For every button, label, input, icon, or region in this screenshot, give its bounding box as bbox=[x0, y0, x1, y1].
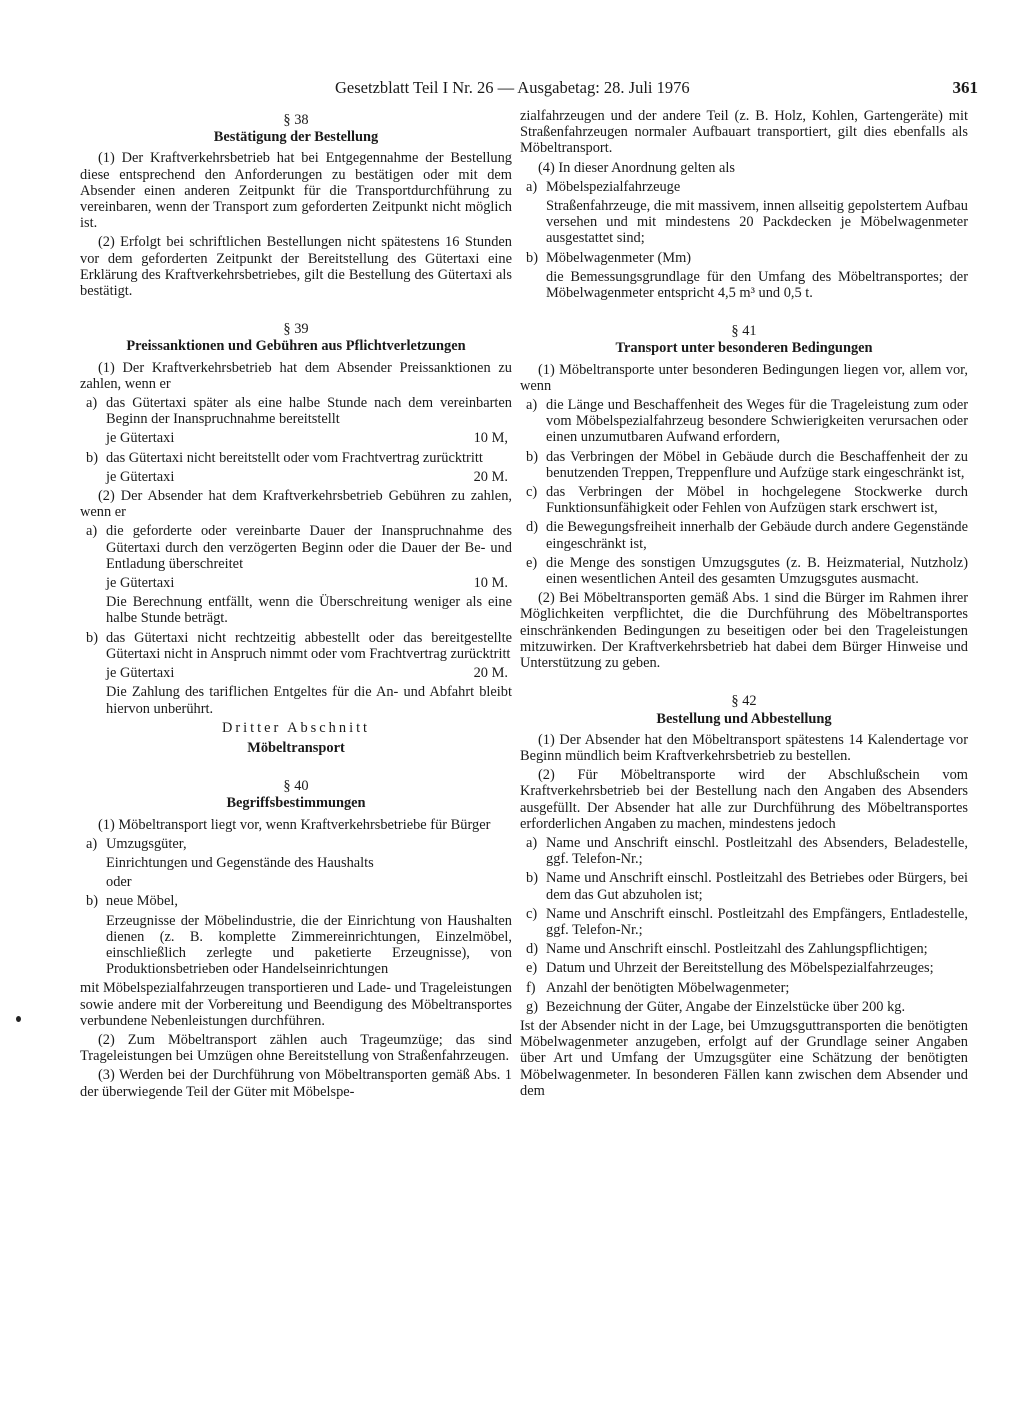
page-number: 361 bbox=[952, 78, 978, 97]
list-item bbox=[520, 397, 968, 446]
list-item bbox=[520, 906, 968, 938]
list-item bbox=[520, 999, 968, 1015]
list-label: a) bbox=[86, 395, 98, 412]
amount-per: je Gütertaxi bbox=[106, 665, 175, 682]
list-item bbox=[80, 395, 512, 427]
list-label: c) bbox=[526, 484, 538, 501]
list-item bbox=[520, 835, 968, 867]
amount-per: je Gütertaxi bbox=[106, 468, 175, 485]
section-41-para-1: (1) Möbeltransporte unter besonderen Bedingungen liegen vor, allem vor, wenn bbox=[520, 361, 968, 394]
list-text: Bezeichnung der Güter, Angabe der Einzelstücke über 200 kg. bbox=[546, 998, 906, 1015]
list-item bbox=[520, 250, 968, 266]
list-note: Die Zahlung des tariflichen Entgeltes für die An- und Abfahrt bleibt hiervon unberührt. bbox=[106, 684, 512, 717]
section-38-number: § 38 bbox=[283, 112, 309, 128]
list-item bbox=[80, 450, 512, 466]
list-subtext: Einrichtungen und Gegenstände des Haushalts bbox=[106, 854, 374, 871]
list-label: a) bbox=[526, 834, 538, 851]
list-label: b) bbox=[526, 448, 538, 465]
section-39-number: § 39 bbox=[283, 321, 309, 338]
section-42-title: Bestellung und Abbestellung bbox=[656, 710, 832, 727]
amount-value: 20 M. bbox=[473, 468, 508, 485]
list-item bbox=[520, 960, 968, 976]
list-text: das Gütertaxi nicht bereitstellt oder vom Frachtvertrag zurücktritt bbox=[106, 449, 483, 466]
amount-per: je Gütertaxi bbox=[106, 575, 175, 592]
section-38-para-1: (1) Der Kraftverkehrsbetrieb hat bei Entgegennahme der Bestellung diese entsprechend den Anforderungen zu bestätigen oder mit dem Absender einen anderen Zeitpunkt für die Transportdurchführung zu vereinbaren, wenn der Transport zum geforderten Zeitpunkt nicht möglich ist. bbox=[80, 150, 512, 232]
header-title: Gesetzblatt Teil I Nr. 26 — Ausgabetag: 28. Juli 1976 bbox=[335, 78, 690, 97]
list-label: a) bbox=[86, 523, 98, 540]
list-text: neue Möbel, bbox=[106, 893, 178, 910]
section-40-para-1-end: mit Möbelspezialfahrzeugen transportieren und Lade- und Trageleistungen sowie andere mit der Vorbereitung und Beendigung des Möbeltransportes verbundene Nebenleistungen durchführen. bbox=[80, 980, 512, 1029]
list-text: Möbelwagenmeter (Mm) bbox=[546, 249, 692, 266]
list-item bbox=[80, 630, 512, 662]
list-label: b) bbox=[86, 629, 98, 646]
section-39-para-2: (2) Der Absender hat dem Kraftverkehrsbetrieb Gebühren zu zahlen, wenn er bbox=[80, 488, 512, 521]
page-header bbox=[80, 78, 980, 102]
list-subtext: die Bemessungsgrundlage für den Umfang des Möbeltransportes; der Möbelwagenmeter entspricht 4,5 m³ und 0,5 t. bbox=[546, 268, 968, 302]
list-label: b) bbox=[526, 870, 538, 887]
list-text: Name und Anschrift einschl. Postleitzahl des Empfängers, Entladestelle, ggf. Telefon-Nr.; bbox=[546, 905, 968, 938]
amount-row bbox=[80, 665, 512, 681]
section-42-para-1: (1) Der Absender hat den Möbeltransport spätestens 14 Kalendertage vor Beginn mündlich beim Kraftverkehrsbetrieb zu bestellen. bbox=[520, 731, 968, 764]
list-text: die Menge des sonstigen Umzugsgutes (z. B. Heizmaterial, Nutzholz) einen wesentlichen Anteil des gesamten Umzugsgutes ausmacht. bbox=[546, 554, 968, 588]
margin-mark bbox=[16, 1016, 21, 1022]
list-label: e) bbox=[526, 960, 538, 977]
list-text: Anzahl der benötigten Möbelwagenmeter; bbox=[546, 979, 790, 996]
list-text: das Verbringen der Möbel in hochgelegene Stockwerke durch Funktionsunfähigkeit oder Fehlen von Aufzügen stark erschwert ist, bbox=[546, 484, 968, 517]
list-label: b) bbox=[86, 449, 98, 466]
list-label: c) bbox=[526, 905, 538, 922]
list-item bbox=[520, 941, 968, 957]
list-label: b) bbox=[526, 249, 538, 266]
chapter-title: Dritter Abschnitt bbox=[221, 719, 371, 736]
section-40-continuation: zialfahrzeugen und der andere Teil (z. B. Holz, Kohlen, Gartengeräte) mit Straßenfahrzeugen normaler Aufbauart transportiert, gilt dies ebenfalls als Möbeltransport. bbox=[520, 108, 968, 157]
amount-per: je Gütertaxi bbox=[106, 430, 175, 447]
list-text: die geforderte oder vereinbarte Dauer der Inanspruchnahme des Gütertaxi durch den verzögerten Beginn oder die Dauer der Be- und Entladung überschreitet bbox=[106, 523, 512, 572]
list-text: die Länge und Beschaffenheit des Weges für die Trageleistung zum oder vom Möbelspezialfahrzeug besondere Schwierigkeiten verursachen oder einen unzumutbaren Aufwand erfordern, bbox=[546, 397, 968, 446]
section-42-closing: Ist der Absender nicht in der Lage, bei Umzugsguttransporten die benötigten Möbelwagenmeter anzugeben, erfolgt auf der Grundlage seiner Angaben über Art und Umfang der Umzugsgüter eine Schätzung der benötigten Möbelwagenmeter. In besonderen Fällen kann zwischen dem Absender und dem bbox=[520, 1017, 968, 1099]
list-text: Möbelspezialfahrzeuge bbox=[546, 178, 681, 195]
section-39-para-1: (1) Der Kraftverkehrsbetrieb hat dem Absender Preissanktionen zu zahlen, wenn er bbox=[80, 359, 512, 392]
section-40-para-2: (2) Zum Möbeltransport zählen auch Trageumzüge; das sind Trageleistungen bei Umzügen ohne Bereitstellung von Straßenfahrzeugen. bbox=[80, 1031, 512, 1065]
list-text: das Gütertaxi nicht rechtzeitig abbestellt oder das bereitgestellte Gütertaxi nicht in Anspruch nimmt oder vom Frachtvertrag zurücktritt bbox=[106, 629, 512, 662]
list-label: b) bbox=[86, 893, 98, 910]
list-label: f) bbox=[526, 979, 536, 996]
list-label: a) bbox=[86, 835, 98, 852]
section-42-para-2: (2) Für Möbeltransporte wird der Abschlußschein vom Kraftverkehrsbetrieb bei der Bestellung nach den Angaben des Absenders ausgefüllt. Der Absender hat alle zur Durchführung des Möbeltransportes erforderlichen Angaben zu machen, mindestens jedoch bbox=[520, 767, 968, 832]
section-40-para-4: (4) In dieser Anordnung gelten als bbox=[538, 159, 736, 176]
list-item bbox=[520, 870, 968, 902]
list-text: Name und Anschrift einschl. Postleitzahl des Betriebes oder Bürgers, bei dem das Gut abzuholen ist; bbox=[546, 870, 968, 903]
list-item bbox=[520, 980, 968, 996]
list-item bbox=[520, 179, 968, 195]
amount-row bbox=[80, 469, 512, 485]
amount-value: 20 M. bbox=[473, 665, 508, 682]
list-text: Name und Anschrift einschl. Postleitzahl des Absenders, Beladestelle, ggf. Telefon-Nr.; bbox=[546, 834, 968, 868]
list-label: g) bbox=[526, 998, 538, 1015]
list-text: das Gütertaxi später als eine halbe Stunde nach dem vereinbarten Beginn der Inanspruchnahme bereitstellt bbox=[106, 395, 512, 428]
list-label: d) bbox=[526, 941, 538, 958]
list-item bbox=[520, 555, 968, 587]
list-subtext: Erzeugnisse der Möbelindustrie, die der Einrichtung von Haushalten dienen (z. B. komplette Zimmereinrichtungen, Einzelmöbel, einschließlich zerlegte und paketierte Erzeugnisse), von Produktionsbetrieben oder Handelseinrichtungen bbox=[106, 912, 512, 978]
left-column bbox=[80, 108, 512, 1103]
list-text: Umzugsgüter, bbox=[106, 835, 187, 852]
list-note: Die Berechnung entfällt, wenn die Überschreitung weniger als eine halbe Stunde beträgt. bbox=[106, 594, 512, 627]
list-subtext: oder bbox=[106, 874, 132, 891]
amount-value: 10 M. bbox=[473, 575, 508, 592]
list-item bbox=[80, 893, 512, 909]
section-41-para-2: (2) Bei Möbeltransporten gemäß Abs. 1 sind die Bürger im Rahmen ihrer Möglichkeiten verpflichtet, die die Durchführung des Möbeltransportes einschränkenden Bedingungen zu beseitigen oder bei den Trageleistungen mitzuwirken. Der Kraftverkehrsbetrieb hat dabei dem Bürger Hinweise und Unterstützung zu geben. bbox=[520, 590, 968, 672]
list-text: Name und Anschrift einschl. Postleitzahl des Zahlungspflichtigen; bbox=[546, 941, 928, 958]
section-38-para-2: (2) Erfolgt bei schriftlichen Bestellungen nicht spätestens 16 Stunden vor dem geforderten Zeitpunkt der Bereitstellung des Gütertaxi eine Erklärung des Kraftverkehrsbetriebes, gilt die Bestellung des Gütertaxi als bestätigt. bbox=[80, 234, 512, 300]
section-40-para-1: (1) Möbeltransport liegt vor, wenn Kraftverkehrsbetriebe für Bürger bbox=[98, 816, 491, 833]
right-column bbox=[520, 108, 968, 1102]
section-42-number: § 42 bbox=[731, 693, 757, 710]
list-label: d) bbox=[526, 519, 538, 536]
list-label: a) bbox=[526, 397, 538, 414]
list-text: Datum und Uhrzeit der Bereitstellung des Möbelspezialfahrzeuges; bbox=[546, 960, 934, 977]
list-label: a) bbox=[526, 178, 538, 195]
list-text: die Bewegungsfreiheit innerhalb der Gebäude durch andere Gegenstände eingeschränkt ist, bbox=[546, 519, 968, 552]
section-41-title: Transport unter besonderen Bedingungen bbox=[615, 340, 873, 357]
amount-row bbox=[80, 430, 512, 446]
section-38-title: Bestätigung der Bestellung bbox=[213, 129, 379, 146]
list-item bbox=[80, 523, 512, 572]
list-subtext: Straßenfahrzeuge, die mit massivem, innen allseitig gepolstertem Aufbau versehen und mit mindestens 20 Packdecken je Möbelwagenmeter ausgestattet sind; bbox=[546, 198, 968, 247]
section-40-para-3: (3) Werden bei der Durchführung von Möbeltransporten gemäß Abs. 1 der überwiegende Teil der Güter mit Möbelspe- bbox=[80, 1067, 512, 1100]
list-item bbox=[520, 519, 968, 551]
list-text: das Verbringen der Möbel in Gebäude durch die Beschaffenheit der zu benutzenden Treppen, Treppenflure und Aufzüge stark eingeschränkt ist, bbox=[546, 448, 968, 481]
chapter-subtitle: Möbeltransport bbox=[247, 739, 345, 756]
list-item bbox=[80, 836, 512, 852]
section-40-title: Begriffsbestimmungen bbox=[226, 795, 366, 812]
section-39-title: Preissanktionen und Gebühren aus Pflichtverletzungen bbox=[126, 338, 466, 355]
amount-row bbox=[80, 575, 512, 591]
list-label: e) bbox=[526, 554, 538, 571]
list-item bbox=[520, 484, 968, 516]
amount-value: 10 M, bbox=[473, 430, 508, 447]
section-41-number: § 41 bbox=[731, 323, 757, 340]
section-40-number: § 40 bbox=[283, 778, 309, 795]
list-item bbox=[520, 449, 968, 481]
